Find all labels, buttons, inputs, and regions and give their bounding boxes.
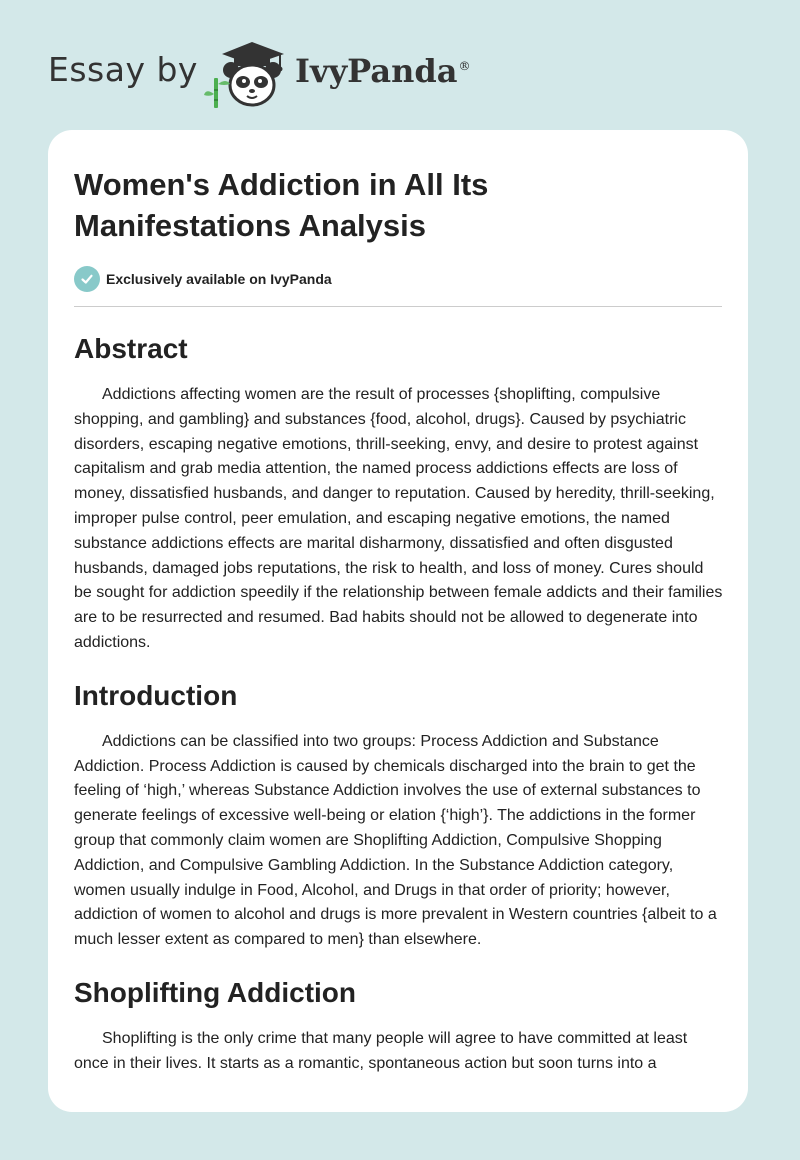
essay-title: Women's Addiction in All Its Manifestations Analysis: [74, 167, 489, 243]
section-paragraph: Shoplifting is the only crime that many people will agree to have committed at least once in their lives. It starts as a romantic, spontaneous action but soon turns into a: [74, 1029, 688, 1072]
check-circle-icon: [74, 266, 100, 292]
section-heading: Introduction: [74, 679, 238, 711]
section-abstract: [74, 331, 722, 656]
exclusive-label: Exclusively available on IvyPanda: [106, 271, 332, 287]
section-heading: Shoplifting Addiction: [74, 976, 357, 1008]
section-heading: Abstract: [74, 333, 188, 364]
brand-name[interactable]: IvyPanda®: [295, 52, 471, 90]
exclusive-badge: [74, 266, 722, 292]
registered-mark: ®: [458, 59, 471, 74]
section-paragraph: Addictions affecting women are the result of processes {shoplifting, compulsive shopping, and gambling} and substances {food, alcohol, drugs}. Caused by psychiatric disorders, escaping negative emotions, thrill-seeking, envy, and desire to protest against capitalism and grab media attention, the named process addictions effects are loss of money, dissatisfied husbands, and danger to reputation. Caused by heredity, thrill-seeking, improper pulse control, peer emulation, and escaping negative emotions, the named substance addictions effects are marital disharmony, dissatisfied and often disgusted husbands, damaged jobs reputations, the risk to health, and loss of money. Cures should be sought for addiction speedily if the relationship between female addicts and their families are to be resurrected and resumed. Bad habits should not be allowed to degenerate into addictions.: [74, 386, 723, 651]
title-divider: [74, 306, 722, 307]
panda-logo-icon[interactable]: [200, 38, 292, 110]
section-shoplifting-addiction: [74, 975, 722, 1077]
section-paragraph: Addictions can be classified into two groups: Process Addiction and Substance Addiction. Process Addiction is caused by chemicals discharged into the brain to get the feeling of ‘high,’ whereas Substance Addiction involves the use of external substances to generate feelings of excessive well-being or elation {‘high’}. The addictions in the former group that commonly claim women are Shoplifting Addiction, Compulsive Shopping Addiction, and Compulsive Gambling Addiction. In the Substance Addiction category, women usually indulge in Food, Alcohol, and Drugs in that order of priority; however, addiction of women to alcohol and drugs is more prevalent in Western countries {albeit to a much lesser extent as compared to men} than elsewhere.: [74, 732, 717, 949]
essay-card: [48, 130, 748, 1112]
site-header: [0, 0, 800, 130]
brand-prefix: Essay by: [48, 50, 198, 89]
section-introduction: [74, 678, 722, 953]
